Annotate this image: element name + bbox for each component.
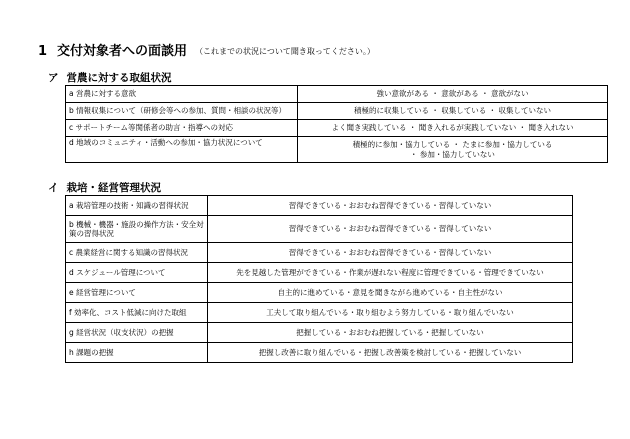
item-cell: b 情報収集について（研修会等への参加、質問・相談の状況等） [66,103,298,120]
table-row [66,103,608,120]
item-cell: g 経営状況（収支状況）の把握 [66,323,208,343]
title-note: （これまでの状況について聞き取ってください。） [195,47,375,56]
item-cell: f 効率化、コスト低減に向けた取組 [66,303,208,323]
options-cell: 把握し改善に取り組んでいる・把握し改善策を検討している・把握していない [208,343,573,363]
item-cell: h 課題の把握 [66,343,208,363]
options-cell: 習得できている・おおむね習得できている・習得していない [208,243,573,263]
options-cell: 積極的に参加・協力している ・ たまに参加・協力している ・ 参加・協力していない [298,137,608,163]
options-cell: 強い意欲がある ・ 意欲がある ・ 意欲がない [298,86,608,103]
options-cell: 先を見越した管理ができている・作業が遅れない程度に管理できている・管理できていない [208,263,573,283]
table-row [66,137,608,163]
section-a-heading [48,70,172,85]
options-cell: 習得できている・おおむね習得できている・習得していない [208,216,573,243]
options-cell: よく聞き実践している ・ 聞き入れるが実践していない ・ 聞き入れない [298,120,608,137]
table-row [66,243,573,263]
table-row [66,216,573,243]
section-b-mark: イ [48,182,59,194]
item-cell: d スケジュール管理について [66,263,208,283]
table-row [66,343,573,363]
section-a-table [65,85,608,163]
item-cell: d 地域のコミュニティ・活動への参加・協力状況について [66,137,298,163]
options-cell: 把握している・おおむね把握している・把握していない [208,323,573,343]
title-text: 交付対象者への面談用 [57,44,188,59]
table-row [66,323,573,343]
item-cell: c サポートチーム等関係者の助言・指導への対応 [66,120,298,137]
options-cell: 自主的に進めている・意見を聞きながら進めている・自主性がない [208,283,573,303]
section-b-title: 栽培・経営管理状況 [66,182,161,194]
page-title [38,40,375,59]
table-row [66,263,573,283]
section-a-title: 営農に対する取組状況 [66,72,172,84]
options-cell: 習得できている・おおむね習得できている・習得していない [208,196,573,216]
options-cell: 積極的に収集している ・ 収集している ・ 収集していない [298,103,608,120]
options-cell: 工夫して取り組んでいる・取り組むよう努力している・取り組んでいない [208,303,573,323]
item-cell: a 営農に対する意欲 [66,86,298,103]
table-row [66,196,573,216]
section-b-heading [48,180,161,195]
table-row [66,303,573,323]
item-cell: e 経営管理について [66,283,208,303]
table-row [66,283,573,303]
item-cell: b 機械・機器・施設の操作方法・安全対策の習得状況 [66,216,208,243]
section-b-table [65,195,573,363]
table-row [66,120,608,137]
item-cell: a 栽培管理の技術・知識の習得状況 [66,196,208,216]
title-number: 1 [38,44,48,59]
table-row [66,86,608,103]
section-a-mark: ア [48,72,59,84]
item-cell: c 農業経営に関する知識の習得状況 [66,243,208,263]
